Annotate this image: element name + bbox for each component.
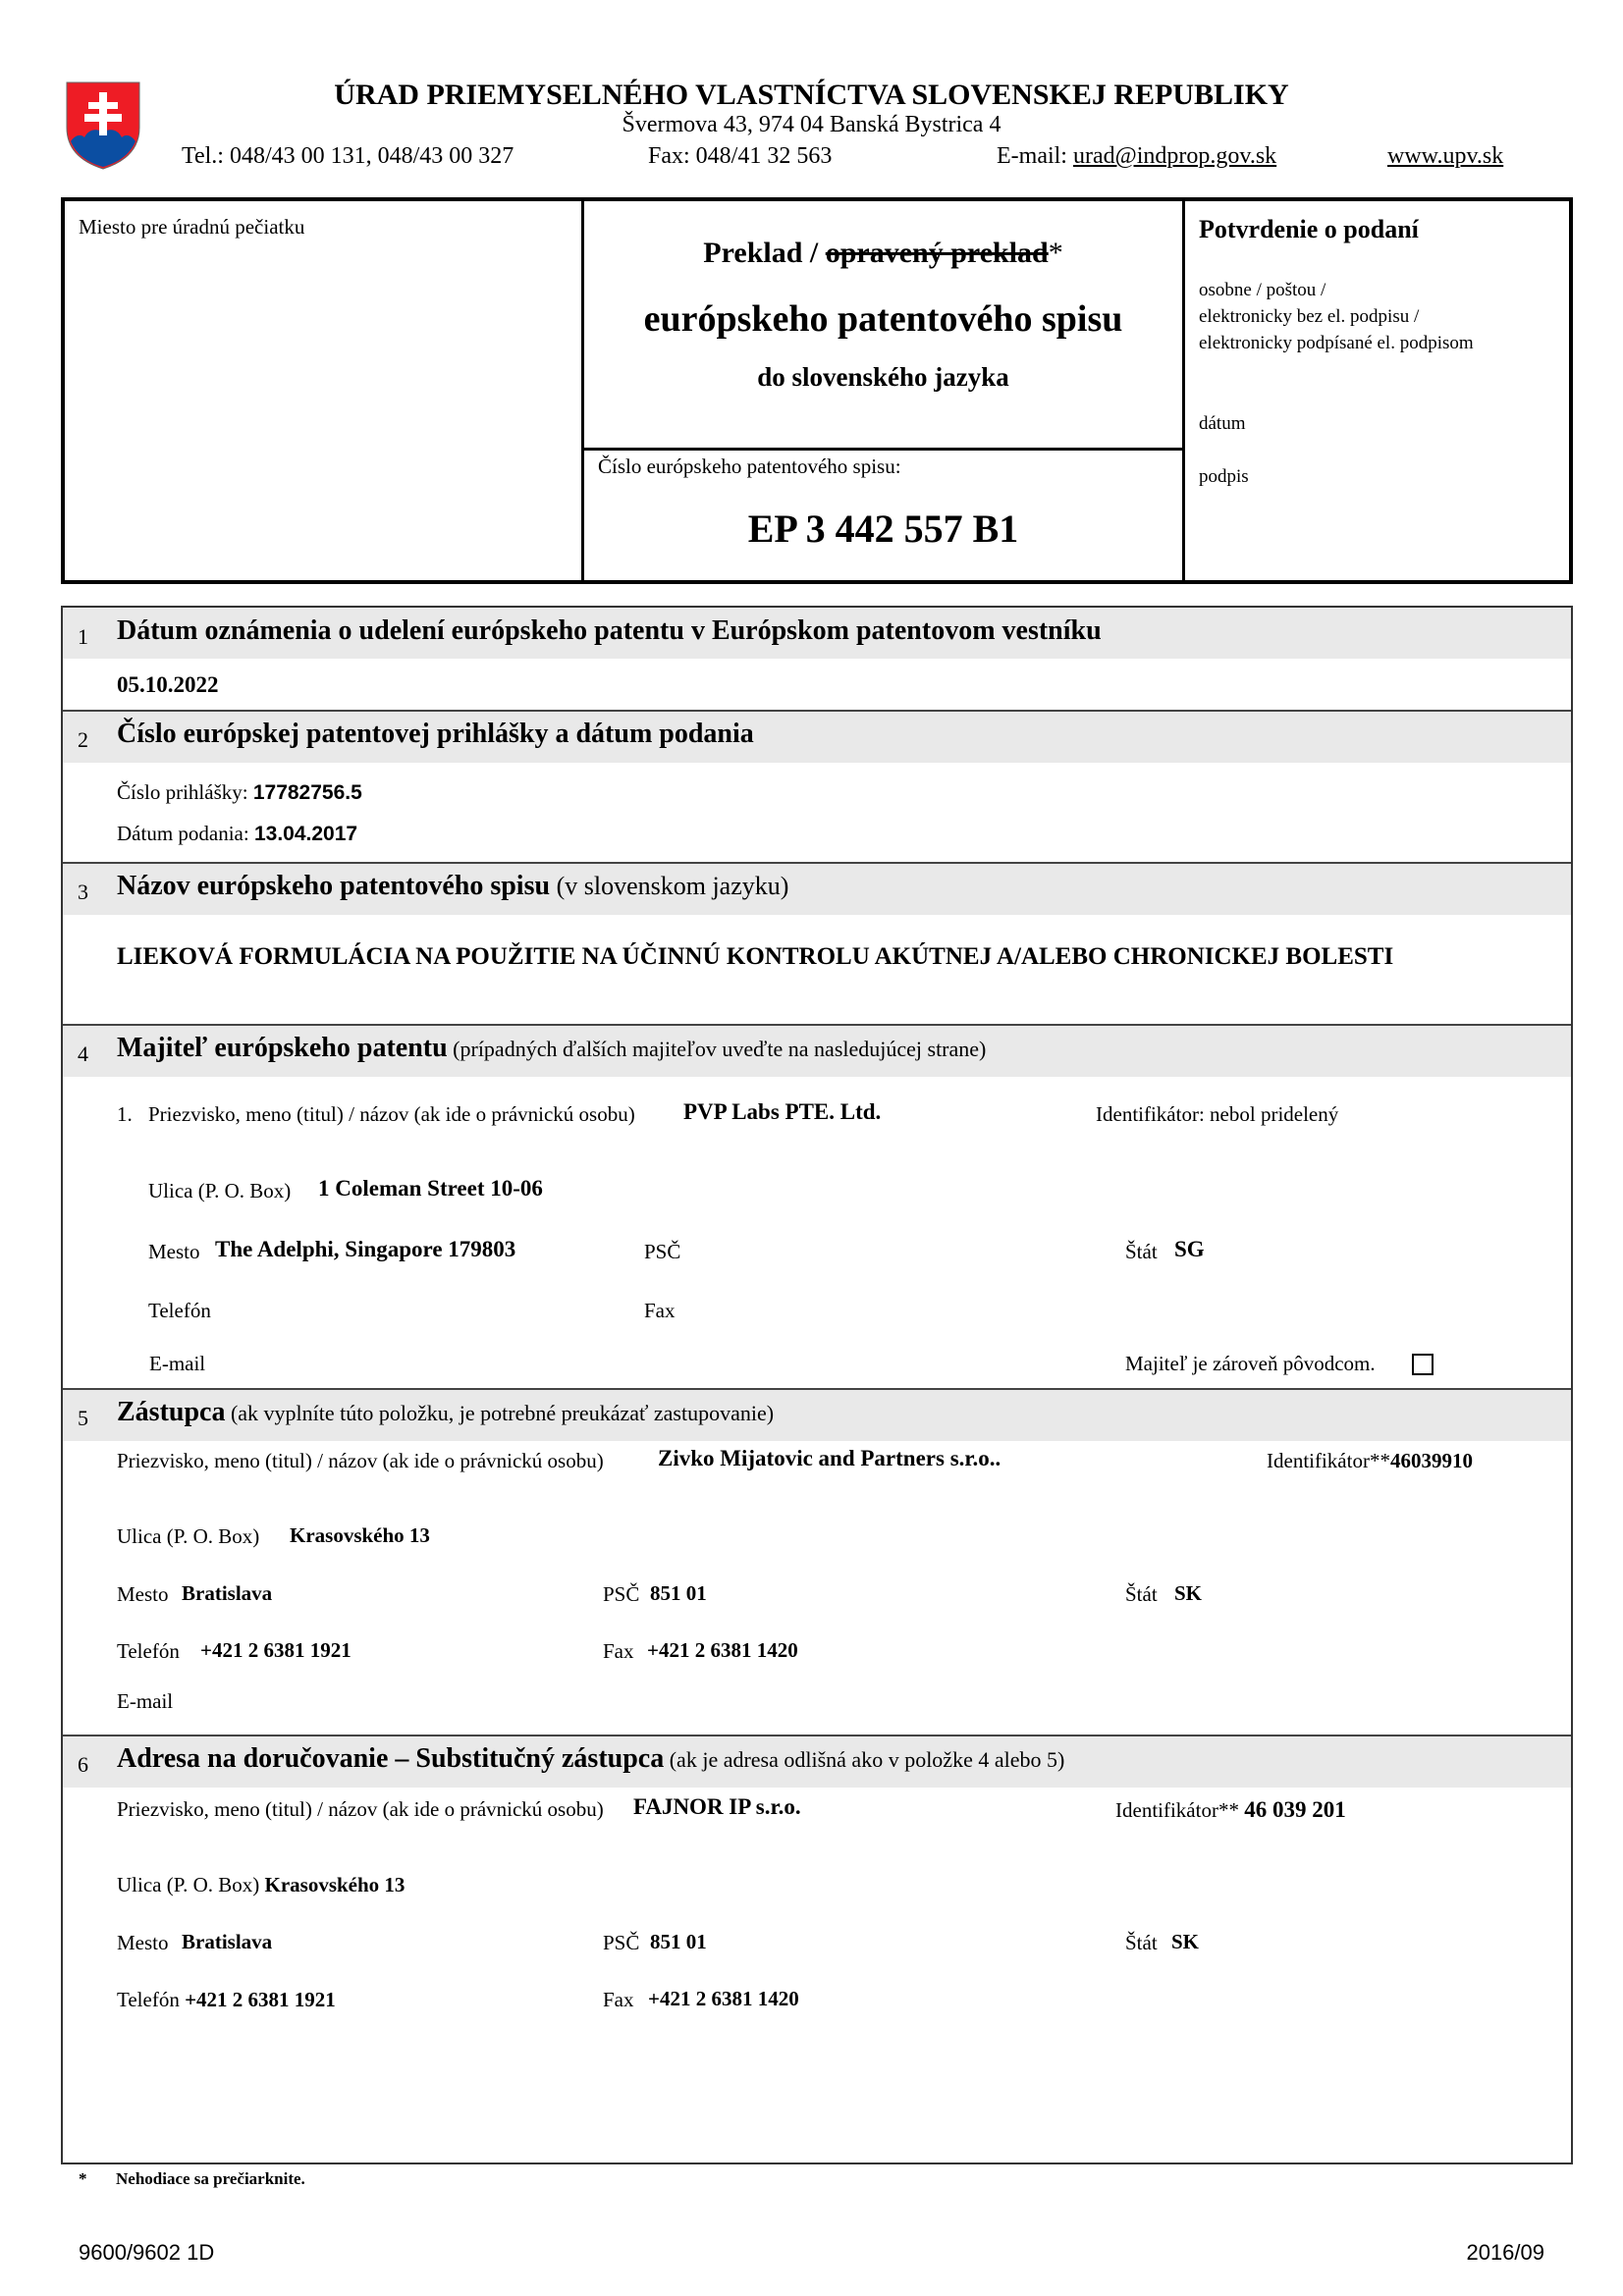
section-number: 2: [78, 727, 88, 752]
representative-fax: +421 2 6381 1420: [647, 1638, 798, 1662]
application-number-field: Číslo prihlášky: 17782756.5: [117, 780, 362, 804]
office-email: [997, 143, 1276, 170]
patent-number-label: Číslo európskeho patentového spisu:: [598, 454, 901, 478]
owner-name: PVP Labs PTE. Ltd.: [683, 1099, 882, 1124]
confirmation-line-3: elektronicky podpísané el. podpisom: [1199, 333, 1474, 353]
application-number: 17782756.5: [252, 781, 362, 804]
representative-zip-label: PSČ: [603, 1582, 640, 1606]
owner-zip-label: PSČ: [644, 1240, 681, 1263]
form-header-box: [61, 197, 1573, 584]
delivery-zip: 851 01: [650, 1930, 707, 1953]
delivery-identifier: Identifikátor** 46 039 201: [1115, 1797, 1346, 1822]
section-number: 6: [78, 1752, 88, 1777]
owner-street-label: Ulica (P. O. Box): [148, 1179, 292, 1202]
form-code: 9600/9602 1D: [79, 2240, 215, 2265]
title-line-1: Preklad / opravený preklad*: [703, 237, 1063, 269]
struck-text: opravený preklad: [825, 237, 1049, 269]
date-label: dátum: [1199, 413, 1246, 434]
footnote: Nehodiace sa prečiarknite.: [116, 2169, 305, 2188]
representative-fax-label: Fax: [603, 1639, 634, 1663]
owner-state: SG: [1174, 1237, 1205, 1261]
owner-item-number: 1.: [117, 1102, 133, 1126]
representative-street-label: Ulica (P. O. Box): [117, 1524, 260, 1548]
grant-publication-date: 05.10.2022: [117, 672, 219, 697]
owner-identifier: Identifikátor: nebol pridelený: [1096, 1102, 1339, 1126]
delivery-fax-label: Fax: [603, 1988, 634, 2011]
office-name: ÚRAD PRIEMYSELNÉHO VLASTNÍCTVA SLOVENSKEJ REPUBLIKY: [334, 79, 1289, 111]
confirmation-line-2: elektronicky bez el. podpisu /: [1199, 306, 1420, 327]
representative-email-label: E-mail: [117, 1689, 174, 1713]
representative-city: Bratislava: [182, 1581, 273, 1605]
section-6-title: Adresa na doručovanie – Substitučný zástupca (ak je adresa odlišná ako v položke 4 alebo 5): [117, 1743, 1065, 1774]
email-link[interactable]: urad@indprop.gov.sk: [1072, 143, 1277, 169]
confirmation-title: Potvrdenie o podaní: [1199, 215, 1419, 243]
section-number: 1: [78, 624, 88, 649]
patent-title: LIEKOVÁ FORMULÁCIA NA POUŽITIE NA ÚČINNÚ KONTROLU AKÚTNEJ A/ALEBO CHRONICKEJ BOLESTI: [117, 943, 1394, 970]
delivery-phone: +421 2 6381 1921: [185, 1988, 336, 2011]
stamp-label: Miesto pre úradnú pečiatku: [79, 215, 305, 239]
delivery-zip-label: PSČ: [603, 1931, 640, 1954]
title-line-3: do slovenského jazyka: [757, 362, 1009, 392]
title-line-2: európskeho patentového spisu: [643, 298, 1123, 340]
divider: [584, 448, 1182, 451]
form-sections-box: [61, 606, 1573, 2164]
office-address: Švermova 43, 974 04 Banská Bystrica 4: [622, 112, 1001, 137]
owner-email-label: E-mail: [149, 1352, 206, 1375]
signature-label: podpis: [1199, 466, 1249, 487]
email-label: E-mail:: [997, 143, 1073, 169]
office-phone: Tel.: 048/43 00 131, 048/43 00 327: [182, 143, 514, 169]
confirmation-line-1: osobne / poštou /: [1199, 280, 1326, 300]
footnote-mark: *: [79, 2169, 87, 2188]
filing-date-field: Dátum podania: 13.04.2017: [117, 822, 358, 845]
owner-fax-label: Fax: [644, 1299, 676, 1322]
owner-city: The Adelphi, Singapore 179803: [215, 1237, 516, 1261]
representative-name-label: Priezvisko, meno (titul) / názov (ak ide o právnickú osobu): [117, 1449, 604, 1472]
delivery-state-label: Štát: [1125, 1931, 1158, 1954]
website-link[interactable]: www.upv.sk: [1387, 143, 1504, 169]
owner-is-inventor-checkbox[interactable]: [1412, 1354, 1434, 1375]
delivery-fax: +421 2 6381 1420: [648, 1987, 799, 2010]
delivery-state: SK: [1171, 1930, 1200, 1953]
office-fax: Fax: 048/41 32 563: [648, 143, 833, 169]
owner-phone-label: Telefón: [148, 1299, 211, 1322]
delivery-name-label: Priezvisko, meno (titul) / názov (ak ide o právnickú osobu): [117, 1797, 604, 1821]
section-1-title: Dátum oznámenia o udelení európskeho patentu v Európskom patentovom vestníku: [117, 615, 1102, 646]
representative-name: Zivko Mijatovic and Partners s.r.o..: [658, 1446, 1001, 1470]
delivery-street-label: Ulica (P. O. Box) Krasovského 13: [117, 1873, 406, 1896]
delivery-street: Krasovského 13: [264, 1873, 406, 1896]
representative-street: Krasovského 13: [290, 1523, 430, 1547]
section-3-title: Názov európskeho patentového spisu (v slovenskom jazyku): [117, 871, 789, 901]
owner-name-label: Priezvisko, meno (titul) / názov (ak ide o právnickú osobu): [148, 1102, 635, 1126]
section-number: 3: [78, 880, 88, 904]
filing-date: 13.04.2017: [253, 823, 358, 845]
section-5-title: Zástupca (ak vyplníte túto položku, je potrebné preukázať zastupovanie): [117, 1397, 775, 1427]
owner-city-label: Mesto: [148, 1240, 200, 1263]
representative-state: SK: [1174, 1581, 1203, 1605]
section-number: 4: [78, 1041, 88, 1066]
section-number: 5: [78, 1406, 88, 1430]
representative-zip: 851 01: [650, 1581, 707, 1605]
section-4-title: Majiteľ európskeho patentu (prípadných ďalších majiteľov uveďte na nasledujúcej strane): [117, 1033, 987, 1063]
representative-phone-label: Telefón: [117, 1639, 180, 1663]
representative-phone: +421 2 6381 1921: [200, 1638, 352, 1662]
section-2-title: Číslo európskej patentovej prihlášky a dátum podania: [117, 719, 754, 749]
delivery-phone-field: Telefón +421 2 6381 1921: [117, 1988, 336, 2011]
patent-number: EP 3 442 557 B1: [747, 507, 1019, 551]
owner-state-label: Štát: [1125, 1240, 1158, 1263]
delivery-city: Bratislava: [182, 1930, 273, 1953]
document-title-area: [584, 201, 1185, 580]
representative-identifier: Identifikátor**46039910: [1267, 1449, 1473, 1472]
representative-city-label: Mesto: [117, 1582, 169, 1606]
representative-state-label: Štát: [1125, 1582, 1158, 1606]
delivery-city-label: Mesto: [117, 1931, 169, 1954]
owner-is-inventor-label: Majiteľ je zároveň pôvodcom.: [1125, 1352, 1376, 1375]
delivery-name: FAJNOR IP s.r.o.: [633, 1794, 801, 1819]
form-version: 2016/09: [1466, 2240, 1544, 2265]
stamp-area: [65, 201, 584, 580]
filing-confirmation-area: [1185, 201, 1569, 580]
owner-street: 1 Coleman Street 10-06: [318, 1176, 543, 1201]
